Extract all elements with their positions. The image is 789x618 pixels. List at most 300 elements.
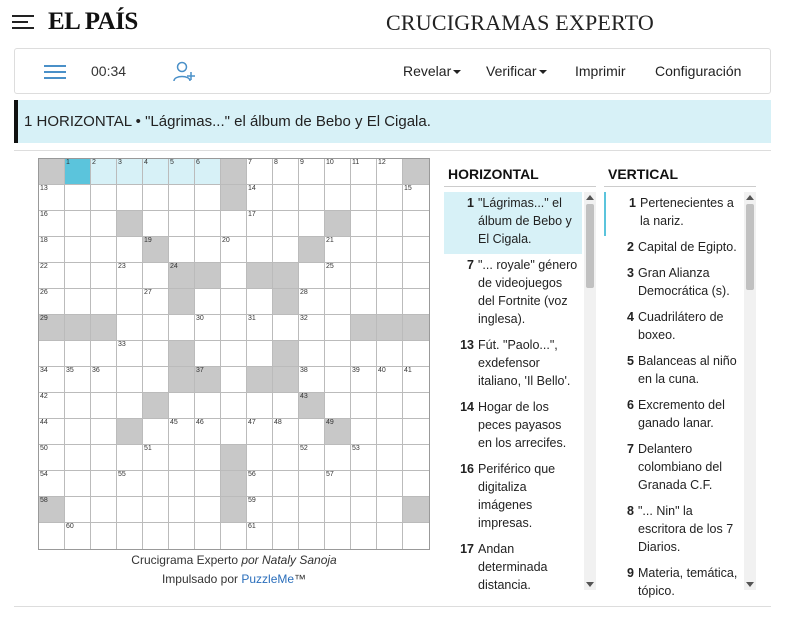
grid-cell[interactable]: [169, 471, 195, 497]
grid-cell[interactable]: [143, 289, 169, 315]
cell-number: 50: [40, 445, 48, 452]
black-cell: [403, 159, 429, 185]
cell-number: 55: [118, 471, 126, 478]
grid-cell[interactable]: [143, 419, 169, 445]
clue-text: Gran Alianza Democrática (s).: [638, 266, 730, 298]
grid-cell[interactable]: [91, 367, 117, 393]
grid-cell[interactable]: [273, 211, 299, 237]
grid-cell[interactable]: [39, 471, 65, 497]
grid-cell[interactable]: [403, 263, 429, 289]
grid-cell[interactable]: [351, 159, 377, 185]
grid-cell[interactable]: [143, 523, 169, 549]
grid-cell[interactable]: [299, 341, 325, 367]
grid-cell[interactable]: [169, 315, 195, 341]
grid-cell[interactable]: [117, 341, 143, 367]
grid-cell[interactable]: [143, 185, 169, 211]
grid-cell[interactable]: [39, 237, 65, 263]
grid-cell[interactable]: [247, 393, 273, 419]
grid-cell[interactable]: [65, 237, 91, 263]
grid-cell[interactable]: [377, 419, 403, 445]
cell-number: 61: [248, 523, 256, 530]
cell-number: 17: [248, 211, 256, 218]
cell-number: 11: [352, 159, 360, 166]
grid-cell[interactable]: [403, 393, 429, 419]
cell-number: 33: [118, 341, 126, 348]
grid-cell[interactable]: [247, 341, 273, 367]
cell-number: 13: [40, 185, 48, 192]
cell-number: 28: [300, 289, 308, 296]
grid-cell[interactable]: [299, 315, 325, 341]
grid-cell[interactable]: [65, 471, 91, 497]
divider: [14, 606, 771, 607]
grid-cell[interactable]: [403, 341, 429, 367]
clue-item[interactable]: [604, 192, 742, 236]
grid-cell[interactable]: [351, 367, 377, 393]
clue-number: 14: [460, 400, 474, 414]
grid-cell[interactable]: [377, 159, 403, 185]
credit-line-2: [38, 572, 430, 586]
clue-item[interactable]: [604, 350, 742, 394]
menu-icon[interactable]: [44, 65, 66, 79]
divider: [604, 186, 756, 187]
grid-cell[interactable]: [143, 341, 169, 367]
grid-cell[interactable]: [299, 263, 325, 289]
grid-cell[interactable]: [351, 289, 377, 315]
cell-number: 20: [222, 237, 230, 244]
grid-cell[interactable]: [299, 497, 325, 523]
horizontal-scrollbar[interactable]: [584, 192, 596, 590]
grid-cell[interactable]: [325, 185, 351, 211]
grid-cell[interactable]: [221, 367, 247, 393]
grid-cell[interactable]: [221, 263, 247, 289]
clue-item[interactable]: [604, 394, 742, 438]
grid-cell[interactable]: [143, 211, 169, 237]
grid-cell[interactable]: [65, 211, 91, 237]
grid-cell[interactable]: [195, 445, 221, 471]
grid-cell[interactable]: [117, 159, 143, 185]
grid-cell[interactable]: [377, 289, 403, 315]
grid-cell[interactable]: [65, 419, 91, 445]
grid-cell[interactable]: [65, 523, 91, 549]
black-cell: [221, 497, 247, 523]
black-cell: [91, 315, 117, 341]
grid-cell[interactable]: [377, 237, 403, 263]
grid-cell[interactable]: [351, 471, 377, 497]
grid-cell[interactable]: [377, 497, 403, 523]
grid-cell[interactable]: [299, 185, 325, 211]
grid-cell[interactable]: [247, 523, 273, 549]
cell-number: 32: [300, 315, 308, 322]
clue-text: "Lágrimas..." el álbum de Bebo y El Cigala.: [478, 196, 572, 246]
grid-cell[interactable]: [325, 523, 351, 549]
grid-cell[interactable]: [377, 471, 403, 497]
clue-item[interactable]: [444, 458, 582, 538]
cell-number: 24: [170, 263, 178, 270]
grid-cell[interactable]: [325, 497, 351, 523]
clue-number: 13: [460, 338, 474, 352]
puzzleme-link[interactable]: PuzzleMe: [241, 572, 295, 586]
grid-cell[interactable]: [403, 445, 429, 471]
grid-cell[interactable]: [221, 393, 247, 419]
clue-number: 1: [629, 196, 636, 210]
grid-cell[interactable]: [169, 445, 195, 471]
grid-cell[interactable]: [91, 471, 117, 497]
site-menu-icon[interactable]: [12, 15, 34, 29]
grid-cell[interactable]: [65, 341, 91, 367]
grid-cell[interactable]: [273, 315, 299, 341]
grid-cell[interactable]: [65, 263, 91, 289]
grid-cell[interactable]: [117, 523, 143, 549]
grid-cell[interactable]: [117, 497, 143, 523]
grid-cell[interactable]: [221, 289, 247, 315]
clue-item[interactable]: [444, 192, 582, 254]
grid-cell[interactable]: [91, 185, 117, 211]
grid-cell[interactable]: [221, 523, 247, 549]
grid-cell[interactable]: [195, 393, 221, 419]
grid-cell[interactable]: [65, 185, 91, 211]
grid-cell[interactable]: [351, 393, 377, 419]
credit-author: por Nataly Sanoja: [241, 553, 337, 567]
grid-cell[interactable]: [143, 445, 169, 471]
grid-cell[interactable]: [325, 367, 351, 393]
cell-number: 59: [248, 497, 256, 504]
black-cell: [403, 497, 429, 523]
grid-cell[interactable]: [403, 471, 429, 497]
grid-cell[interactable]: [195, 159, 221, 185]
grid-cell[interactable]: [195, 419, 221, 445]
black-cell: [351, 315, 377, 341]
grid-cell[interactable]: [169, 393, 195, 419]
grid-cell[interactable]: [195, 471, 221, 497]
grid-cell[interactable]: [65, 367, 91, 393]
vertical-clue-list[interactable]: [604, 192, 742, 598]
grid-cell[interactable]: [403, 237, 429, 263]
clue-number: 7: [627, 442, 634, 456]
grid-cell[interactable]: [169, 185, 195, 211]
grid-cell[interactable]: [91, 289, 117, 315]
vertical-scrollbar[interactable]: [744, 192, 756, 590]
clue-item[interactable]: [604, 500, 742, 562]
grid-cell[interactable]: [377, 445, 403, 471]
grid-cell[interactable]: [221, 419, 247, 445]
black-cell: [169, 367, 195, 393]
clue-text: "... royale" género de videojuegos del Fortnite (voz inglesa).: [478, 258, 578, 326]
grid-cell[interactable]: [91, 419, 117, 445]
clue-text: "... Nin" la escritora de los 7 Diarios.: [638, 504, 734, 554]
clue-number: 16: [460, 462, 474, 476]
grid-cell[interactable]: [299, 159, 325, 185]
grid-cell[interactable]: [39, 393, 65, 419]
grid-cell[interactable]: [351, 263, 377, 289]
grid-cell[interactable]: [403, 419, 429, 445]
clue-item[interactable]: [604, 438, 742, 500]
grid-cell[interactable]: [221, 237, 247, 263]
grid-cell[interactable]: [325, 237, 351, 263]
black-cell: [39, 159, 65, 185]
clue-text: Pertenecientes a la nariz.: [640, 196, 734, 228]
grid-cell[interactable]: [299, 289, 325, 315]
grid-cell[interactable]: [169, 237, 195, 263]
grid-cell[interactable]: [91, 523, 117, 549]
grid-cell[interactable]: [91, 237, 117, 263]
clue-text: Fút. "Paolo...", exdefensor italiano, 'Il Bello'.: [478, 338, 571, 388]
grid-cell[interactable]: [117, 315, 143, 341]
grid-cell[interactable]: [377, 263, 403, 289]
grid-cell[interactable]: [143, 315, 169, 341]
cell-number: 3: [118, 159, 122, 166]
vertical-title: VERTICAL: [608, 166, 678, 182]
divider: [444, 186, 596, 187]
black-cell: [143, 237, 169, 263]
grid-cell[interactable]: [143, 471, 169, 497]
grid-cell[interactable]: [117, 393, 143, 419]
grid-cell[interactable]: [117, 367, 143, 393]
grid-cell[interactable]: [377, 341, 403, 367]
credit-line-1: [38, 553, 430, 567]
grid-cell[interactable]: [247, 497, 273, 523]
grid-cell[interactable]: [299, 445, 325, 471]
clue-number: 3: [627, 266, 634, 280]
grid-cell[interactable]: [247, 315, 273, 341]
site-logo[interactable]: EL PAÍS: [48, 8, 138, 35]
grid-cell[interactable]: [351, 419, 377, 445]
clue-number: 6: [627, 398, 634, 412]
grid-cell[interactable]: [273, 159, 299, 185]
cell-number: 29: [40, 315, 48, 322]
cell-number: 51: [144, 445, 152, 452]
grid-cell[interactable]: [91, 211, 117, 237]
clue-text: Periférico que digitaliza imágenes impresas.: [478, 462, 556, 530]
horizontal-title: HORIZONTAL: [448, 166, 539, 182]
grid-cell[interactable]: [91, 497, 117, 523]
grid-cell[interactable]: [377, 367, 403, 393]
cell-number: 57: [326, 471, 334, 478]
grid-cell[interactable]: [403, 523, 429, 549]
timer: 00:34: [91, 63, 127, 79]
black-cell: [143, 393, 169, 419]
grid-cell[interactable]: [247, 471, 273, 497]
grid-cell[interactable]: [143, 263, 169, 289]
grid-cell[interactable]: [299, 367, 325, 393]
grid-cell[interactable]: [325, 471, 351, 497]
grid-cell[interactable]: [39, 419, 65, 445]
grid-cell[interactable]: [351, 237, 377, 263]
crossword-grid[interactable]: [38, 158, 430, 550]
grid-cell[interactable]: [169, 497, 195, 523]
grid-cell[interactable]: [117, 289, 143, 315]
cell-number: 40: [378, 367, 386, 374]
grid-cell[interactable]: [351, 341, 377, 367]
cell-number: 16: [40, 211, 48, 218]
reveal-button[interactable]: [403, 63, 461, 79]
grid-cell[interactable]: [273, 393, 299, 419]
grid-cell[interactable]: [325, 159, 351, 185]
grid-cell[interactable]: [195, 341, 221, 367]
grid-cell[interactable]: [39, 185, 65, 211]
grid-cell[interactable]: [299, 211, 325, 237]
grid-cell[interactable]: [377, 185, 403, 211]
grid-cell[interactable]: [65, 497, 91, 523]
grid-cell[interactable]: [195, 315, 221, 341]
grid-cell[interactable]: [169, 211, 195, 237]
grid-cell[interactable]: [195, 211, 221, 237]
scroll-up-icon[interactable]: [586, 195, 594, 200]
grid-cell[interactable]: [39, 367, 65, 393]
grid-cell[interactable]: [299, 523, 325, 549]
grid-cell[interactable]: [247, 419, 273, 445]
cell-number: 21: [326, 237, 334, 244]
grid-cell[interactable]: [91, 159, 117, 185]
clue-item[interactable]: [604, 306, 742, 350]
grid-cell[interactable]: [195, 523, 221, 549]
clue-text: Hogar de los peces payasos en los arrecifes.: [478, 400, 567, 450]
add-user-icon[interactable]: [173, 61, 197, 83]
grid-cell[interactable]: [325, 315, 351, 341]
black-cell: [273, 341, 299, 367]
clue-number: 2: [627, 240, 634, 254]
grid-cell[interactable]: [195, 289, 221, 315]
grid-cell[interactable]: [39, 211, 65, 237]
grid-cell[interactable]: [273, 419, 299, 445]
cell-number: 53: [352, 445, 360, 452]
grid-cell[interactable]: [273, 497, 299, 523]
grid-cell[interactable]: [273, 445, 299, 471]
grid-cell[interactable]: [195, 237, 221, 263]
black-cell: [195, 367, 221, 393]
cell-number: 42: [40, 393, 48, 400]
grid-cell[interactable]: [247, 289, 273, 315]
grid-cell[interactable]: [247, 159, 273, 185]
grid-cell[interactable]: [351, 445, 377, 471]
grid-cell[interactable]: [39, 263, 65, 289]
cell-number: 49: [326, 419, 334, 426]
scroll-down-icon[interactable]: [586, 582, 594, 587]
grid-cell[interactable]: [65, 393, 91, 419]
cell-number: 23: [118, 263, 126, 270]
cell-number: 15: [404, 185, 412, 192]
black-cell: [39, 315, 65, 341]
cell-number: 58: [40, 497, 48, 504]
grid-cell[interactable]: [39, 341, 65, 367]
grid-cell[interactable]: [273, 237, 299, 263]
settings-button[interactable]: Configuración: [655, 63, 742, 79]
grid-cell[interactable]: [273, 185, 299, 211]
cell-number: 44: [40, 419, 48, 426]
grid-cell[interactable]: [221, 341, 247, 367]
clue-text: Capital de Egipto.: [638, 240, 737, 254]
grid-cell[interactable]: [403, 367, 429, 393]
clue-item[interactable]: [604, 262, 742, 306]
grid-cell[interactable]: [65, 445, 91, 471]
grid-cell[interactable]: [273, 523, 299, 549]
grid-cell[interactable]: [325, 393, 351, 419]
verify-button[interactable]: [486, 63, 547, 79]
grid-cell[interactable]: [351, 211, 377, 237]
cell-number: 10: [326, 159, 334, 166]
black-cell: [221, 159, 247, 185]
grid-cell[interactable]: [91, 341, 117, 367]
grid-cell[interactable]: [221, 315, 247, 341]
grid-cell[interactable]: [143, 159, 169, 185]
grid-cell[interactable]: [65, 289, 91, 315]
grid-cell[interactable]: [247, 445, 273, 471]
grid-cell[interactable]: [65, 159, 91, 185]
cell-number: 39: [352, 367, 360, 374]
grid-cell[interactable]: [273, 471, 299, 497]
cell-number: 14: [248, 185, 256, 192]
grid-cell[interactable]: [247, 211, 273, 237]
grid-cell[interactable]: [117, 185, 143, 211]
grid-cell[interactable]: [143, 497, 169, 523]
grid-cell[interactable]: [117, 237, 143, 263]
grid-cell[interactable]: [117, 471, 143, 497]
cell-number: 12: [378, 159, 386, 166]
scroll-down-icon[interactable]: [746, 582, 754, 587]
grid-cell[interactable]: [91, 393, 117, 419]
scroll-up-icon[interactable]: [746, 195, 754, 200]
site-header: [0, 0, 789, 44]
grid-cell[interactable]: [91, 445, 117, 471]
grid-cell[interactable]: [39, 523, 65, 549]
clue-item[interactable]: [444, 396, 582, 458]
grid-cell[interactable]: [247, 185, 273, 211]
grid-cell[interactable]: [377, 211, 403, 237]
print-button[interactable]: Imprimir: [575, 63, 626, 79]
grid-cell[interactable]: [247, 237, 273, 263]
grid-cell[interactable]: [325, 263, 351, 289]
grid-cell[interactable]: [39, 445, 65, 471]
scroll-thumb[interactable]: [586, 204, 594, 288]
clue-item[interactable]: [444, 538, 582, 600]
grid-cell[interactable]: [195, 497, 221, 523]
grid-cell[interactable]: [377, 523, 403, 549]
grid-cell[interactable]: [351, 523, 377, 549]
grid-cell[interactable]: [299, 419, 325, 445]
grid-cell[interactable]: [351, 497, 377, 523]
cell-number: 27: [144, 289, 152, 296]
clue-item[interactable]: [604, 562, 742, 606]
cell-number: 37: [196, 367, 204, 374]
grid-cell[interactable]: [325, 341, 351, 367]
grid-cell[interactable]: [351, 185, 377, 211]
grid-cell[interactable]: [325, 445, 351, 471]
clue-item[interactable]: [444, 254, 582, 334]
grid-cell[interactable]: [169, 159, 195, 185]
grid-cell[interactable]: [299, 471, 325, 497]
horizontal-clue-list[interactable]: [444, 192, 582, 590]
grid-cell[interactable]: [377, 393, 403, 419]
cell-number: 9: [300, 159, 304, 166]
grid-cell[interactable]: [403, 289, 429, 315]
black-cell: [299, 393, 325, 419]
grid-cell[interactable]: [221, 211, 247, 237]
grid-cell[interactable]: [117, 263, 143, 289]
grid-cell[interactable]: [195, 185, 221, 211]
grid-cell[interactable]: [39, 289, 65, 315]
black-cell: [299, 237, 325, 263]
grid-cell[interactable]: [325, 289, 351, 315]
grid-cell[interactable]: [169, 419, 195, 445]
scroll-thumb[interactable]: [746, 204, 754, 290]
clue-item[interactable]: [444, 334, 582, 396]
grid-cell[interactable]: [91, 263, 117, 289]
grid-cell[interactable]: [117, 445, 143, 471]
grid-cell[interactable]: [403, 211, 429, 237]
clue-item[interactable]: [604, 236, 742, 262]
grid-cell[interactable]: [169, 523, 195, 549]
grid-cell[interactable]: [143, 367, 169, 393]
grid-cell[interactable]: [403, 185, 429, 211]
